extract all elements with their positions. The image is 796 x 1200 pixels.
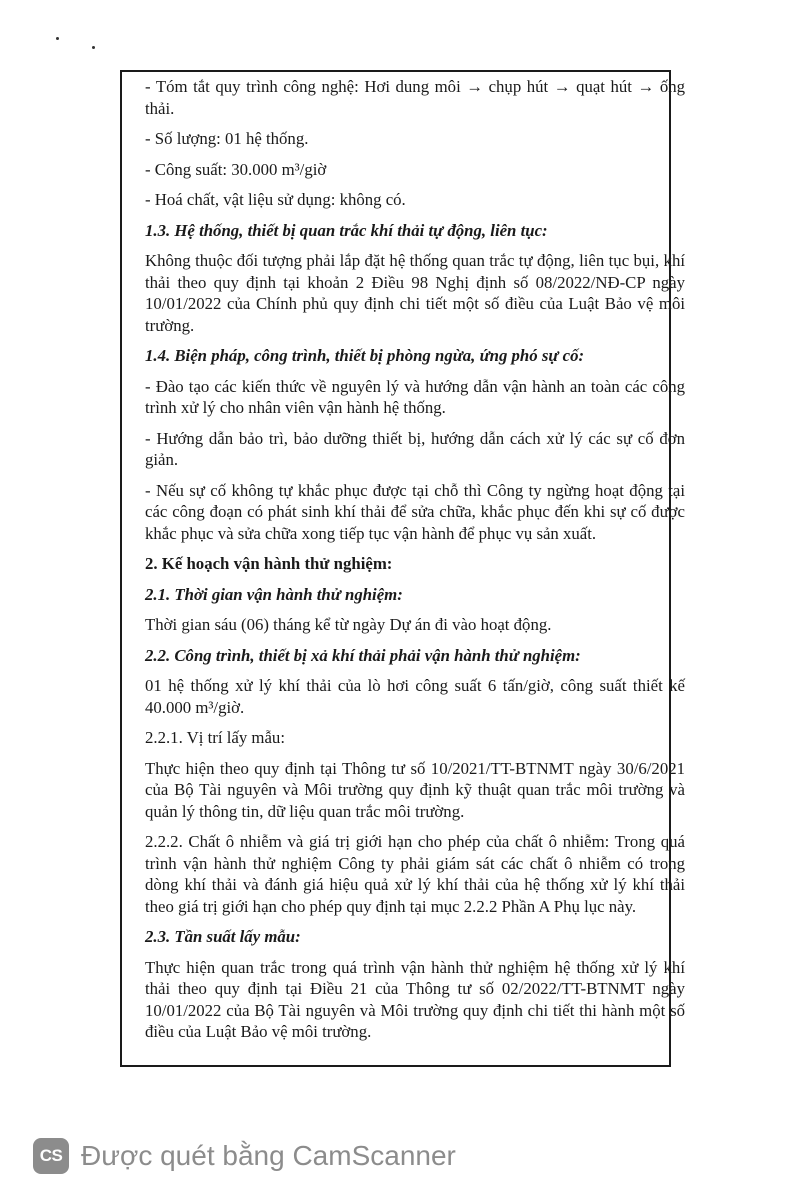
heading-1-3: 1.3. Hệ thống, thiết bị quan trắc khí thải tự động, liên tục:: [145, 220, 548, 240]
scan-speck: [56, 37, 59, 40]
paragraph-sampling-frequency: Thực hiện quan trắc trong quá trình vận hành thử nghiệm hệ thống xử lý khí thải theo quy định tại Điều 21 của Thông tư số 02/2022/TT-BTNMT ngày 10/01/2022 của Bộ Tài nguyên và Môi trường quy định chi tiết thi hành một số điều của Luật Bảo vệ môi trường.: [145, 957, 685, 1041]
camscanner-watermark: [33, 1138, 456, 1174]
heading-2-3: 2.3. Tần suất lấy mẫu:: [145, 927, 301, 946]
scan-speck: [92, 46, 95, 49]
heading-2: 2. Kế hoạch vận hành thử nghiệm:: [145, 554, 393, 573]
paragraph-monitoring-exemption: Không thuộc đối tượng phải lắp đặt hệ thống quan trắc tự động, liên tục bụi, khí thải theo quy định tại khoản 2 Điều 98 Nghị định số 08/2022/NĐ-CP ngày 10/01/2022 của Chính phủ quy định chi tiết một số điều của Luật Bảo vệ môi trường.: [145, 251, 685, 335]
heading-2-2: 2.2. Công trình, thiết bị xả khí thải phải vận hành thử nghiệm:: [145, 645, 581, 665]
paragraph-process-summary: - Tóm tắt quy trình công nghệ: Hơi dung môi → chụp hút → quạt hút → ống thải.: [145, 77, 685, 118]
paragraph-quantity: - Số lượng: 01 hệ thống.: [145, 129, 309, 148]
watermark-text: Được quét bằng CamScanner: [81, 1140, 456, 1171]
paragraph-sampling-location: Thực hiện theo quy định tại Thông tư số 10/2021/TT-BTNMT ngày 30/6/2021 của Bộ Tài nguyên và Môi trường quy định kỹ thuật quan trắc môi trường và quản lý thông tin, dữ liệu quan trắc môi trường.: [145, 758, 685, 821]
heading-1-4: 1.4. Biện pháp, công trình, thiết bị phòng ngừa, ứng phó sự cố:: [145, 346, 585, 365]
heading-2-1: 2.1. Thời gian vận hành thử nghiệm:: [145, 584, 403, 604]
paragraph-boiler-system: 01 hệ thống xử lý khí thải của lò hơi công suất 6 tấn/giờ, công suất thiết kế 40.000 m³/giờ.: [145, 676, 685, 717]
paragraph-pollutants: 2.2.2. Chất ô nhiễm và giá trị giới hạn cho phép của chất ô nhiễm: Trong quá trình vận hành thử nghiệm Công ty phải giám sát các chất ô nhiễm có trong dòng khí thải và đánh giá hiệu quả xử lý khí thải của hệ thống xử lý khí thải theo giá trị giới hạn cho phép quy định tại mục 2.2.2 Phần A Phụ lục này.: [145, 832, 685, 916]
heading-2-2-1: 2.2.1. Vị trí lấy mẫu:: [145, 728, 285, 747]
paragraph-maintenance: - Hướng dẫn bảo trì, bảo dưỡng thiết bị, hướng dẫn cách xử lý các sự cố đơn giản.: [145, 428, 685, 469]
paragraph-training: - Đào tạo các kiến thức về nguyên lý và hướng dẫn vận hành an toàn các công trình xử lý cho nhân viên vận hành hệ thống.: [145, 376, 685, 417]
paragraph-capacity: - Công suất: 30.000 m³/giờ: [145, 159, 327, 179]
paragraph-incident: - Nếu sự cố không tự khắc phục được tại chỗ thì Công ty ngừng hoạt động tại các công đoạn có phát sinh khí thải để sửa chữa, khắc phục đến khi sự cố được khắc phục và sửa chữa xong tiếp tục vận hành để phục vụ sản xuất.: [145, 480, 685, 543]
paragraph-trial-duration: Thời gian sáu (06) tháng kể từ ngày Dự án đi vào hoạt động.: [145, 615, 552, 634]
document-body: [145, 76, 685, 1043]
camscanner-logo-icon: CS: [33, 1138, 69, 1174]
paragraph-chemicals: - Hoá chất, vật liệu sử dụng: không có.: [145, 190, 406, 209]
